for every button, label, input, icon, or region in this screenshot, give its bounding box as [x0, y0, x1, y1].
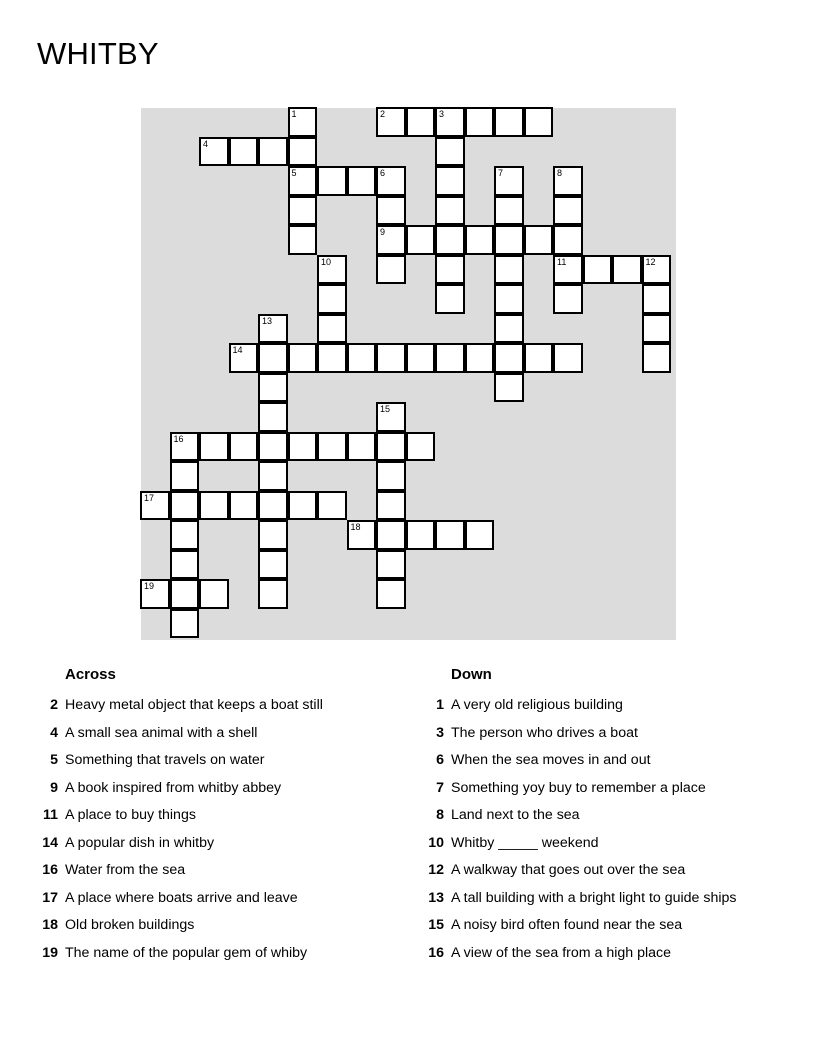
- grid-cell[interactable]: [288, 491, 318, 521]
- grid-cell[interactable]: [494, 225, 524, 255]
- clue-number: 12: [428, 862, 444, 878]
- clue-text: When the sea moves in and out: [451, 752, 651, 768]
- clue-text: A noisy bird often found near the sea: [451, 917, 683, 933]
- grid-cell[interactable]: [199, 137, 229, 167]
- grid-cell[interactable]: [258, 550, 288, 580]
- clue-number: 17: [42, 889, 58, 906]
- clue-number: 19: [42, 944, 58, 961]
- grid-cell[interactable]: [612, 255, 642, 285]
- grid-cell[interactable]: [258, 579, 288, 609]
- grid-cell[interactable]: [465, 520, 495, 550]
- clue-number: 16: [173, 433, 184, 444]
- grid-cell[interactable]: [376, 225, 406, 255]
- grid-cell[interactable]: [524, 225, 554, 255]
- grid-cell[interactable]: [229, 432, 259, 462]
- grid-cell[interactable]: [258, 402, 288, 432]
- grid-cell[interactable]: [317, 491, 347, 521]
- clue-number: 6: [380, 168, 386, 178]
- clue-number: 17: [144, 492, 155, 503]
- grid-cell[interactable]: [553, 225, 583, 255]
- grid-cell[interactable]: [288, 166, 318, 196]
- grid-cell[interactable]: [465, 107, 495, 137]
- grid-cell[interactable]: [258, 314, 288, 344]
- grid-cell[interactable]: [494, 255, 524, 285]
- grid-cell[interactable]: [347, 432, 377, 462]
- grid-cell[interactable]: [406, 107, 436, 137]
- clue-text: A tall building with a bright light to guide ships: [451, 889, 737, 906]
- clue-text: Old broken buildings: [65, 917, 195, 933]
- clue-number: 3: [436, 724, 444, 741]
- clue-number: 1: [291, 109, 297, 119]
- clue-number: 15: [428, 917, 444, 933]
- grid-cell[interactable]: [494, 314, 524, 344]
- clue-number: 18: [350, 522, 361, 532]
- grid-cell[interactable]: [376, 196, 406, 226]
- grid-cell[interactable]: [317, 314, 347, 344]
- grid-cell[interactable]: [376, 432, 406, 462]
- grid-cell[interactable]: [553, 284, 583, 314]
- clue-number: 6: [436, 752, 444, 768]
- grid-cell[interactable]: [376, 520, 406, 550]
- clue-number: 14: [42, 834, 58, 851]
- grid-cell[interactable]: [199, 579, 229, 609]
- clue-number: 2: [380, 109, 386, 119]
- grid-cell[interactable]: [435, 284, 465, 314]
- grid-cell[interactable]: [347, 343, 377, 373]
- clue-text: A place to buy things: [65, 807, 196, 823]
- grid-cell[interactable]: [376, 343, 406, 373]
- grid-cell[interactable]: [435, 107, 465, 137]
- clue-number: 2: [50, 697, 58, 713]
- clue-number: 9: [50, 779, 58, 796]
- grid-cell[interactable]: [170, 609, 200, 639]
- clue-text: Water from the sea: [65, 862, 186, 878]
- grid-cell[interactable]: [199, 432, 229, 462]
- grid-cell[interactable]: [642, 314, 672, 344]
- clue-number: 11: [43, 807, 58, 823]
- grid-cell[interactable]: [524, 107, 554, 137]
- grid-cell[interactable]: [288, 107, 318, 137]
- grid-cell[interactable]: [406, 343, 436, 373]
- clue-number: 9: [380, 227, 386, 237]
- clue-text: Heavy metal object that keeps a boat still: [65, 697, 323, 713]
- clue-text: A very old religious building: [451, 697, 623, 713]
- grid-cell[interactable]: [494, 196, 524, 226]
- grid-cell[interactable]: [406, 432, 436, 462]
- clue-number: 8: [436, 807, 444, 823]
- grid-cell[interactable]: [494, 343, 524, 373]
- across-heading: Across: [65, 666, 116, 683]
- grid-cell[interactable]: [465, 225, 495, 255]
- grid-cell[interactable]: [376, 491, 406, 521]
- grid-cell[interactable]: [288, 432, 318, 462]
- grid-cell[interactable]: [317, 343, 347, 373]
- clue-number: 13: [262, 315, 273, 326]
- clue-text: The person who drives a boat: [451, 724, 638, 741]
- grid-cell[interactable]: [258, 137, 288, 167]
- grid-cell[interactable]: [317, 284, 347, 314]
- grid-cell[interactable]: [199, 491, 229, 521]
- clue-number: 8: [557, 168, 563, 178]
- grid-cell[interactable]: [288, 137, 318, 167]
- grid-cell[interactable]: [376, 255, 406, 285]
- clue-number: 19: [144, 581, 155, 591]
- grid-cell[interactable]: [140, 491, 170, 521]
- down-heading: Down: [451, 666, 492, 683]
- clue-number: 7: [436, 779, 444, 796]
- clue-number: 5: [291, 168, 297, 178]
- grid-cell[interactable]: [524, 343, 554, 373]
- grid-cell[interactable]: [288, 225, 318, 255]
- grid-cell[interactable]: [258, 432, 288, 462]
- grid-cell[interactable]: [494, 284, 524, 314]
- grid-cell[interactable]: [494, 166, 524, 196]
- clue-number: 11: [557, 256, 567, 267]
- clue-number: 1: [436, 697, 444, 713]
- grid-cell[interactable]: [258, 373, 288, 403]
- clue-number: 3: [439, 109, 445, 119]
- grid-cell[interactable]: [347, 166, 377, 196]
- grid-cell[interactable]: [435, 343, 465, 373]
- clue-number: 10: [428, 834, 444, 851]
- grid-cell[interactable]: [170, 491, 200, 521]
- grid-cell[interactable]: [376, 579, 406, 609]
- clue-number: 16: [428, 944, 444, 961]
- clue-text: A book inspired from whitby abbey: [65, 779, 282, 796]
- grid-cell[interactable]: [435, 255, 465, 285]
- clue-text: Something yoy buy to remember a place: [451, 779, 706, 796]
- clue-number: 13: [428, 889, 444, 906]
- grid-cell[interactable]: [435, 520, 465, 550]
- grid-cell[interactable]: [376, 461, 406, 491]
- grid-cell[interactable]: [553, 166, 583, 196]
- grid-cell[interactable]: [642, 255, 672, 285]
- grid-cell[interactable]: [170, 432, 200, 462]
- clue-number: 7: [498, 168, 504, 178]
- crossword-grid: [141, 108, 676, 640]
- grid-cell[interactable]: [288, 343, 318, 373]
- grid-cell[interactable]: [435, 225, 465, 255]
- grid-cell[interactable]: [553, 255, 583, 285]
- grid-cell[interactable]: [494, 373, 524, 403]
- grid-cell[interactable]: [170, 520, 200, 550]
- clue-number: 4: [203, 138, 209, 149]
- clue-text: A popular dish in whitby: [65, 834, 215, 851]
- grid-cell[interactable]: [170, 550, 200, 580]
- puzzle-title: WHITBY: [37, 36, 159, 71]
- grid-cell[interactable]: [435, 137, 465, 167]
- grid-cell[interactable]: [583, 255, 613, 285]
- clue-number: 5: [50, 752, 58, 768]
- clue-text: Something that travels on water: [65, 752, 265, 768]
- grid-cell[interactable]: [140, 579, 170, 609]
- grid-cell[interactable]: [553, 196, 583, 226]
- grid-cell[interactable]: [317, 255, 347, 285]
- grid-cell[interactable]: [553, 343, 583, 373]
- clue-text: The name of the popular gem of whiby: [65, 944, 308, 961]
- clue-number: 4: [50, 724, 58, 741]
- grid-cell[interactable]: [494, 107, 524, 137]
- grid-cell[interactable]: [229, 137, 259, 167]
- clue-number: 14: [232, 345, 243, 355]
- grid-cell[interactable]: [170, 461, 200, 491]
- grid-cell[interactable]: [435, 166, 465, 196]
- clue-text: A place where boats arrive and leave: [65, 889, 298, 906]
- grid-cell[interactable]: [288, 196, 318, 226]
- grid-cell[interactable]: [406, 520, 436, 550]
- grid-cell[interactable]: [376, 402, 406, 432]
- grid-cell[interactable]: [376, 550, 406, 580]
- grid-cell[interactable]: [465, 343, 495, 373]
- clue-text: Whitby _____ weekend: [451, 834, 599, 851]
- clue-text: Land next to the sea: [451, 807, 580, 823]
- clue-text: A walkway that goes out over the sea: [451, 862, 686, 878]
- clue-number: 12: [645, 256, 656, 267]
- grid-cell[interactable]: [317, 166, 347, 196]
- grid-cell[interactable]: [258, 461, 288, 491]
- grid-cell[interactable]: [229, 491, 259, 521]
- grid-cell[interactable]: [376, 166, 406, 196]
- clue-number: 15: [380, 404, 391, 414]
- grid-cell[interactable]: [317, 432, 347, 462]
- grid-cell[interactable]: [347, 520, 377, 550]
- grid-cell[interactable]: [258, 520, 288, 550]
- grid-cell[interactable]: [229, 343, 259, 373]
- grid-cell[interactable]: [406, 225, 436, 255]
- grid-cell[interactable]: [435, 196, 465, 226]
- clue-text: A small sea animal with a shell: [65, 724, 258, 741]
- grid-cell[interactable]: [258, 491, 288, 521]
- clue-number: 16: [42, 862, 58, 878]
- clue-number: 18: [42, 917, 58, 933]
- grid-cell[interactable]: [642, 284, 672, 314]
- grid-cell[interactable]: [642, 343, 672, 373]
- grid-cell[interactable]: [376, 107, 406, 137]
- grid-cell[interactable]: [170, 579, 200, 609]
- clue-number: 10: [321, 256, 332, 267]
- clue-text: A view of the sea from a high place: [451, 944, 672, 961]
- grid-cell[interactable]: [258, 343, 288, 373]
